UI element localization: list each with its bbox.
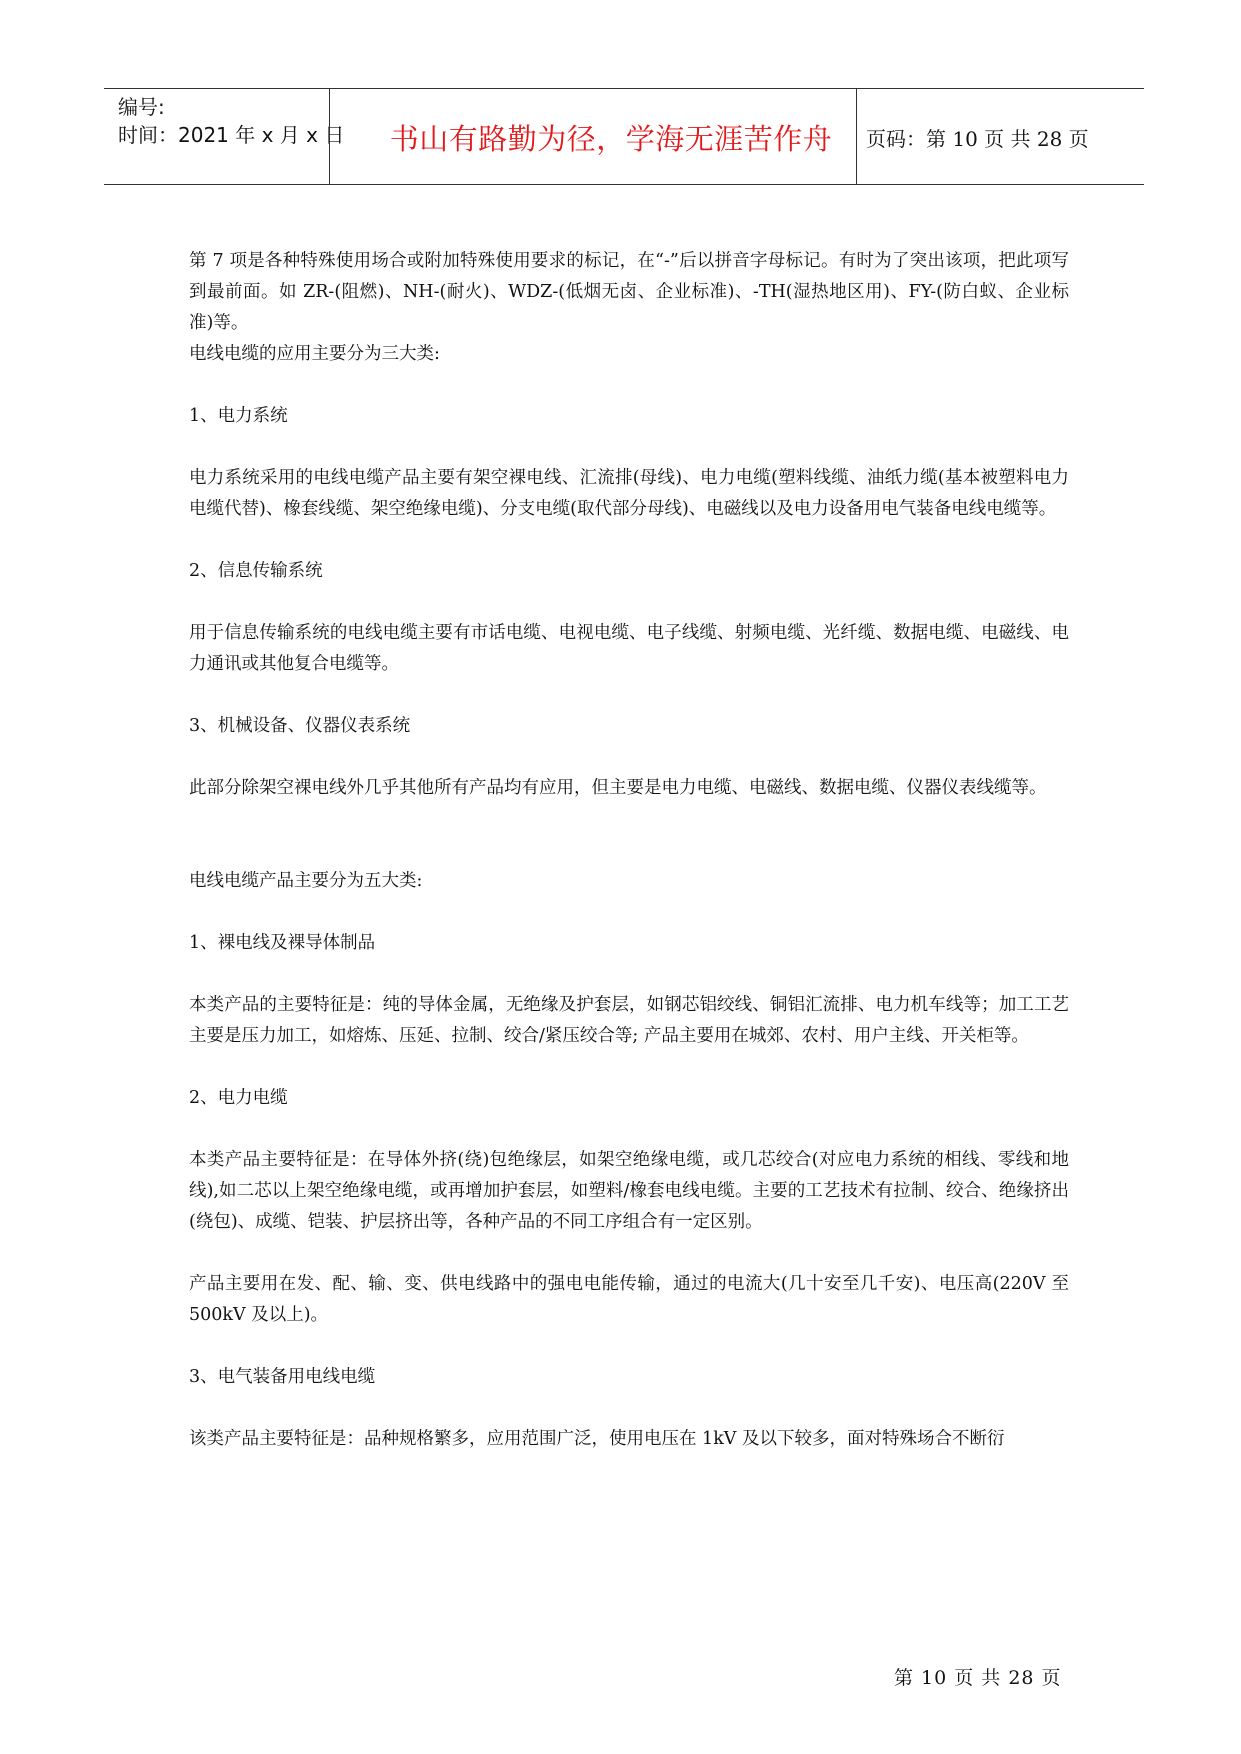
heading-machinery-instruments: 3、机械设备、仪器仪表系统 <box>189 716 411 736</box>
paragraph-equipment-cable: 该类产品主要特征是：品种规格繁多，应用范围广泛，使用电压在 1kV 及以下较多，面对特殊场合不断衍 <box>189 1429 1005 1449</box>
heading-equipment-cable: 3、电气装备用电线电缆 <box>189 1367 376 1387</box>
header-divider-2 <box>856 89 857 184</box>
heading-bare-wire: 1、裸电线及裸导体制品 <box>189 933 376 953</box>
paragraph-marking-rules: 第 7 项是各种特殊使用场合或附加特殊使用要求的标记，在“-”后以拼音字母标记。有时为了突出该项，把此项写到最前面。如 ZR-(阻燃)、NH-(耐火)、WDZ-(低烟无卤、企业标准)、-TH(湿热地区用)、FY-(防白蚁、企业标准)等。 <box>189 251 1069 333</box>
heading-info-transmission: 2、信息传输系统 <box>189 561 323 581</box>
heading-power-cable: 2、电力电缆 <box>189 1088 288 1108</box>
paragraph-bare-wire: 本类产品的主要特征是：纯的导体金属，无绝缘及护套层，如钢芯铝绞线、铜铝汇流排、电力机车线等；加工工艺主要是压力加工，如熔炼、压延、拉制、绞合/紧压绞合等; 产品主要用在城郊、农村、用户主线、开关柜等。 <box>189 995 1069 1046</box>
document-number-label: 编号: <box>118 95 165 119</box>
paragraph-info-transmission: 用于信息传输系统的电线电缆主要有市话电缆、电视电缆、电子线缆、射频电缆、光纤缆、数据电缆、电磁线、电力通讯或其他复合电缆等。 <box>189 623 1069 674</box>
paragraph-power-cable-usage: 产品主要用在发、配、输、变、供电线路中的强电电能传输，通过的电流大(几十安至几千安)、电压高(220V 至 500kV 及以上)。 <box>189 1274 1069 1325</box>
page-footer: 第 10 页 共 28 页 <box>894 1667 1062 1689</box>
page-header <box>104 88 1144 185</box>
header-page-info: 页码：第 10 页 共 28 页 <box>866 127 1089 151</box>
header-left <box>118 93 344 149</box>
header-divider-1 <box>329 89 330 184</box>
paragraph-power-system: 电力系统采用的电线电缆产品主要有架空裸电线、汇流排(母线)、电力电缆(塑料线缆、油纸力缆(基本被塑料电力电缆代替)、橡套线缆、架空绝缘电缆)、分支电缆(取代部分母线)、电磁线以及电力设备用电气装备电线电缆等。 <box>189 468 1069 519</box>
document-time: 时间：2021 年 x 月 x 日 <box>118 123 345 147</box>
document-body <box>189 246 1069 1455</box>
header-motto: 书山有路勤为径，学海无涯苦作舟 <box>389 122 833 156</box>
paragraph-application-intro: 电线电缆的应用主要分为三大类: <box>189 344 440 364</box>
paragraph-product-categories: 电线电缆产品主要分为五大类: <box>189 871 423 891</box>
heading-power-system: 1、电力系统 <box>189 406 288 426</box>
paragraph-machinery-instruments: 此部分除架空裸电线外几乎其他所有产品均有应用，但主要是电力电缆、电磁线、数据电缆、仪器仪表线缆等。 <box>189 778 1047 798</box>
paragraph-power-cable-features: 本类产品主要特征是：在导体外挤(绕)包绝缘层，如架空绝缘电缆，或几芯绞合(对应电力系统的相线、零线和地线),如二芯以上架空绝缘电缆，或再增加护套层，如塑料/橡套电线电缆。主要的工艺技术有拉制、绞合、绝缘挤出(绕包)、成缆、铠装、护层挤出等，各种产品的不同工序组合有一定区别。 <box>189 1150 1069 1232</box>
